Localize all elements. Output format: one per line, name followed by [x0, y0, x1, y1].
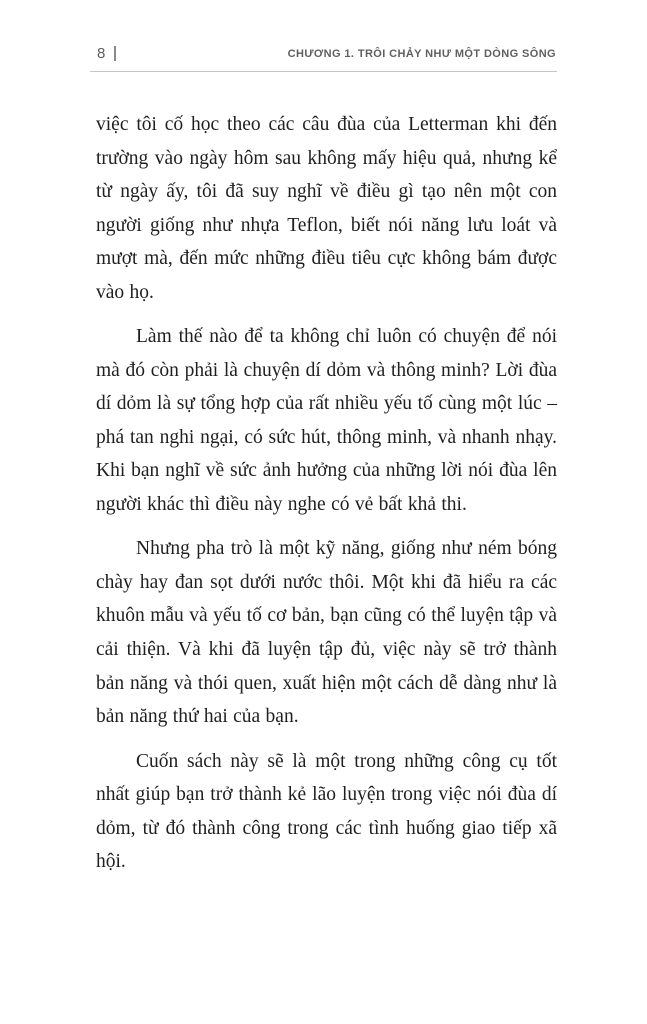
page-header: [0, 0, 647, 61]
paragraph: việc tôi cố học theo các câu đùa của Letterman khi đến trường vào ngày hôm sau không mấy hiệu quả, nhưng kể từ ngày ấy, tôi đã suy nghĩ về điều gì tạo nên một con người giống như nhựa Teflon, biết nói năng lưu loát và mượt mà, đến mức những điều tiêu cực không bám được vào họ.: [96, 114, 557, 303]
page-body: [0, 72, 647, 879]
paragraph: Cuốn sách này sẽ là một trong những công cụ tốt nhất giúp bạn trở thành kẻ lão luyện trong việc nói đùa dí dỏm, từ đó thành công trong các tình huống giao tiếp xã hội.: [96, 750, 557, 873]
page-number-group: [97, 46, 116, 61]
chapter-title: CHƯƠNG 1. TRÔI CHẢY NHƯ MỘT DÒNG SÔNG: [287, 47, 556, 60]
page-number-divider: [114, 46, 116, 61]
page-number: 8: [97, 45, 106, 62]
paragraph: Nhưng pha trò là một kỹ năng, giống như ném bóng chày hay đan sọt dưới nước thôi. Một khi đã hiểu ra các khuôn mẫu và yếu tố cơ bản, bạn cũng có thể luyện tập và cải thiện. Và khi đã luyện tập đủ, việc này sẽ trở thành bản năng và thói quen, xuất hiện một cách dễ dàng như là bản năng thứ hai của bạn.: [96, 538, 557, 728]
paragraph: Làm thế nào để ta không chỉ luôn có chuyện để nói mà đó còn phải là chuyện dí dỏm và thông minh? Lời đùa dí dỏm là sự tổng hợp của rất nhiều yếu tố cùng một lúc – phá tan nghi ngại, có sức hút, thông minh, và nhanh nhạy. Khi bạn nghĩ về sức ảnh hưởng của những lời nói đùa lên người khác thì điều này nghe có vẻ bất khả thi.: [96, 326, 557, 515]
